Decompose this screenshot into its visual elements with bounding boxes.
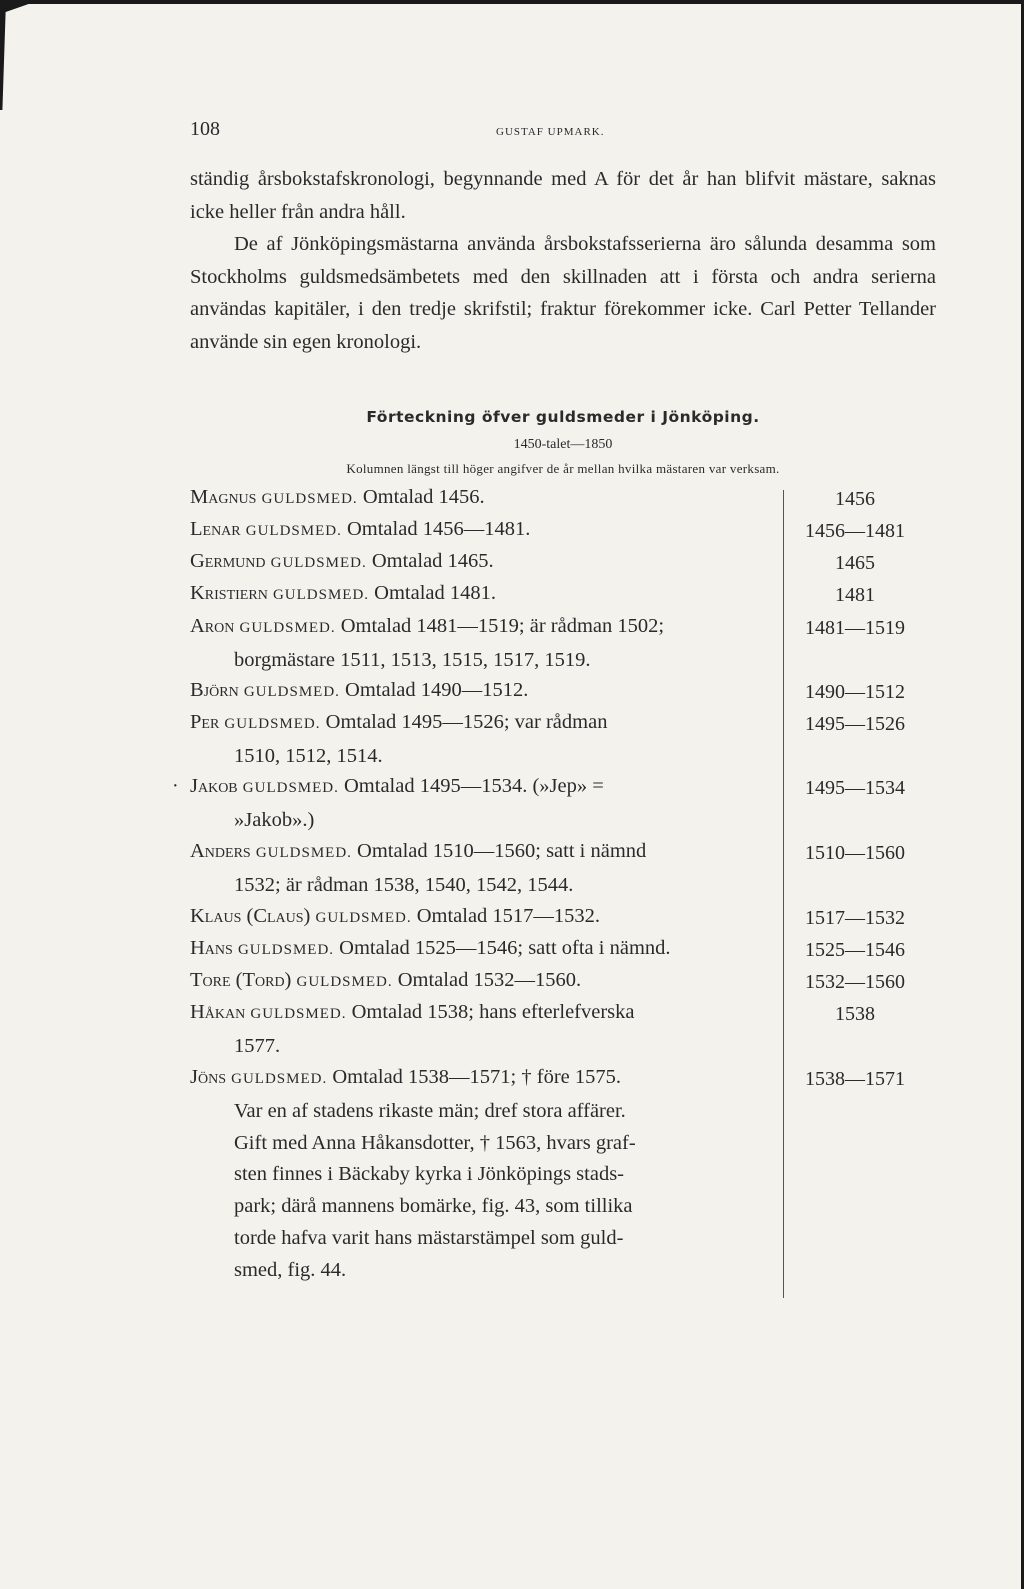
entry-name: Magnus bbox=[190, 486, 257, 508]
entry-trade: GULDSMED. bbox=[231, 1071, 328, 1087]
scan-border-left bbox=[0, 0, 6, 110]
entry-trade: GULDSMED. bbox=[270, 555, 367, 571]
entry-text: park; därå mannens bomärke, fig. 43, som tillika bbox=[234, 1195, 633, 1218]
entry-hakan bbox=[190, 997, 766, 1063]
entry-name: Per bbox=[190, 711, 220, 733]
entry-name: Jakob bbox=[190, 775, 238, 797]
entry-trade: GULDSMED. bbox=[245, 523, 342, 539]
entry-years: 1456 bbox=[835, 488, 875, 510]
entry-text: 1532; är rådman 1538, 1540, 1542, 1544. bbox=[234, 873, 574, 896]
entry-bjorn bbox=[190, 675, 766, 709]
entry-kristiern bbox=[190, 578, 766, 612]
entry-trade: GULDSMED. bbox=[296, 974, 393, 990]
margin-mark: · bbox=[172, 775, 179, 797]
entry-aron bbox=[190, 611, 766, 677]
entry-years: 1538 bbox=[835, 1003, 875, 1025]
page-number: 108 bbox=[190, 118, 220, 140]
entry-name: Lenar bbox=[190, 518, 241, 540]
entry-text: Omtalad 1481. bbox=[374, 582, 496, 604]
entry-text: Var en af stadens rikaste män; dref stora affärer. bbox=[234, 1099, 626, 1122]
entry-tore bbox=[190, 965, 766, 999]
entry-text: sten finnes i Bäckaby kyrka i Jönköpings stads- bbox=[234, 1163, 625, 1186]
entry-years: 1517—1532 bbox=[805, 907, 905, 929]
entry-lenar bbox=[190, 514, 766, 548]
entry-text: smed, fig. 44. bbox=[234, 1258, 347, 1281]
entry-text: 1510, 1512, 1514. bbox=[234, 744, 383, 767]
running-title: GUSTAF UPMARK. bbox=[496, 126, 605, 138]
entry-text: 1577. bbox=[234, 1034, 281, 1057]
entry-years: 1481 bbox=[835, 584, 875, 606]
entry-years: 1490—1512 bbox=[805, 681, 905, 703]
column-divider bbox=[783, 490, 784, 1298]
entry-magnus bbox=[190, 482, 766, 516]
entry-years: 1495—1526 bbox=[805, 713, 905, 735]
entry-text: Omtalad 1465. bbox=[371, 550, 494, 572]
entry-name: Anders bbox=[190, 840, 251, 862]
entry-years: 1525—1546 bbox=[805, 939, 905, 961]
list-period: 1450-talet—1850 bbox=[513, 437, 613, 452]
entry-text: Omtalad 1538—1571; † före 1575. bbox=[332, 1066, 622, 1088]
entry-text: Omtalad 1495—1534. (»Jep» = bbox=[344, 775, 604, 797]
list-note: Kolumnen längst till höger angifver de år mellan hvilka mästaren var verksam. bbox=[346, 461, 780, 476]
list-heading: Förteckning öfver guldsmeder i Jönköping. bbox=[366, 408, 760, 426]
entry-name: Aron bbox=[190, 615, 235, 637]
entry-jons bbox=[190, 1062, 766, 1287]
entry-text: Omtalad 1532—1560. bbox=[397, 969, 582, 991]
entry-years: 1481—1519 bbox=[805, 617, 905, 639]
entry-trade: GULDSMED. bbox=[272, 587, 370, 603]
entry-trade: GULDSMED. bbox=[237, 942, 335, 958]
entry-name: Håkan bbox=[190, 1001, 246, 1023]
scan-border-top bbox=[0, 0, 1024, 4]
entry-trade: GULDSMED. bbox=[261, 491, 358, 507]
entry-years: 1510—1560 bbox=[805, 842, 905, 864]
entry-name: Klaus (Claus) bbox=[190, 905, 311, 927]
entry-years: 1532—1560 bbox=[805, 971, 905, 993]
entry-jakob bbox=[190, 771, 766, 837]
paragraph-2: De af Jönköpingsmästarna använda årsbokstafsserierna äro sålunda desamma som Stockholms guldsmedsämbetets med den skillnaden att i första och andra serierna användas kapitäler, i den tredje skrifstil; fraktur förekommer icke. Carl Petter Tellander använde sin egen kronologi. bbox=[190, 233, 936, 353]
entry-trade: GULDSMED. bbox=[242, 780, 339, 796]
entry-text: Omtalad 1456—1481. bbox=[346, 518, 531, 540]
entry-years: 1465 bbox=[835, 552, 875, 574]
entry-text: Omtalad 1495—1526; var rådman bbox=[325, 711, 608, 733]
entry-name: Kristiern bbox=[190, 582, 268, 604]
entry-name: Jöns bbox=[190, 1066, 226, 1088]
entry-text: torde hafva varit hans mästarstämpel som guld- bbox=[234, 1226, 624, 1249]
entry-trade: GULDSMED. bbox=[224, 716, 321, 732]
entry-years: 1456—1481 bbox=[805, 520, 905, 542]
entry-text: borgmästare 1511, 1513, 1515, 1517, 1519. bbox=[234, 648, 591, 671]
entry-name: Hans bbox=[190, 937, 233, 959]
entry-klaus bbox=[190, 901, 766, 935]
entry-years: 1538—1571 bbox=[805, 1068, 905, 1090]
entry-per bbox=[190, 707, 766, 773]
entry-germund bbox=[190, 546, 766, 580]
entry-text: Omtalad 1525—1546; satt ofta i nämnd. bbox=[339, 937, 671, 959]
entry-text: Omtalad 1538; hans efterlefverska bbox=[351, 1001, 635, 1023]
entry-trade: GULDSMED. bbox=[239, 620, 336, 636]
entry-text: Omtalad 1481—1519; är rådman 1502; bbox=[340, 615, 665, 637]
entry-name: Björn bbox=[190, 679, 239, 701]
entry-years: 1495—1534 bbox=[805, 777, 905, 799]
entry-text: »Jakob».) bbox=[234, 808, 315, 831]
entry-text: Omtalad 1510—1560; satt i nämnd bbox=[357, 840, 647, 862]
entry-text: Omtalad 1456. bbox=[362, 486, 485, 508]
entry-anders bbox=[190, 836, 766, 902]
entry-name: Tore (Tord) bbox=[190, 969, 292, 991]
entry-trade: GULDSMED. bbox=[250, 1006, 347, 1022]
entry-name: Germund bbox=[190, 550, 266, 572]
entry-trade: GULDSMED. bbox=[255, 845, 352, 861]
entry-text: Gift med Anna Håkansdotter, † 1563, hvars graf- bbox=[234, 1131, 636, 1154]
running-head bbox=[190, 118, 936, 148]
entry-text: Omtalad 1517—1532. bbox=[416, 905, 601, 927]
body-text bbox=[190, 163, 936, 358]
paragraph-1: ständig årsbokstafskronologi, begynnande med A för det år han blifvit mästare, saknas icke heller från andra håll. bbox=[190, 168, 936, 223]
entry-text: Omtalad 1490—1512. bbox=[345, 679, 529, 701]
entry-hans bbox=[190, 933, 766, 967]
entry-trade: GULDSMED. bbox=[315, 910, 412, 926]
entry-trade: GULDSMED. bbox=[243, 684, 340, 700]
